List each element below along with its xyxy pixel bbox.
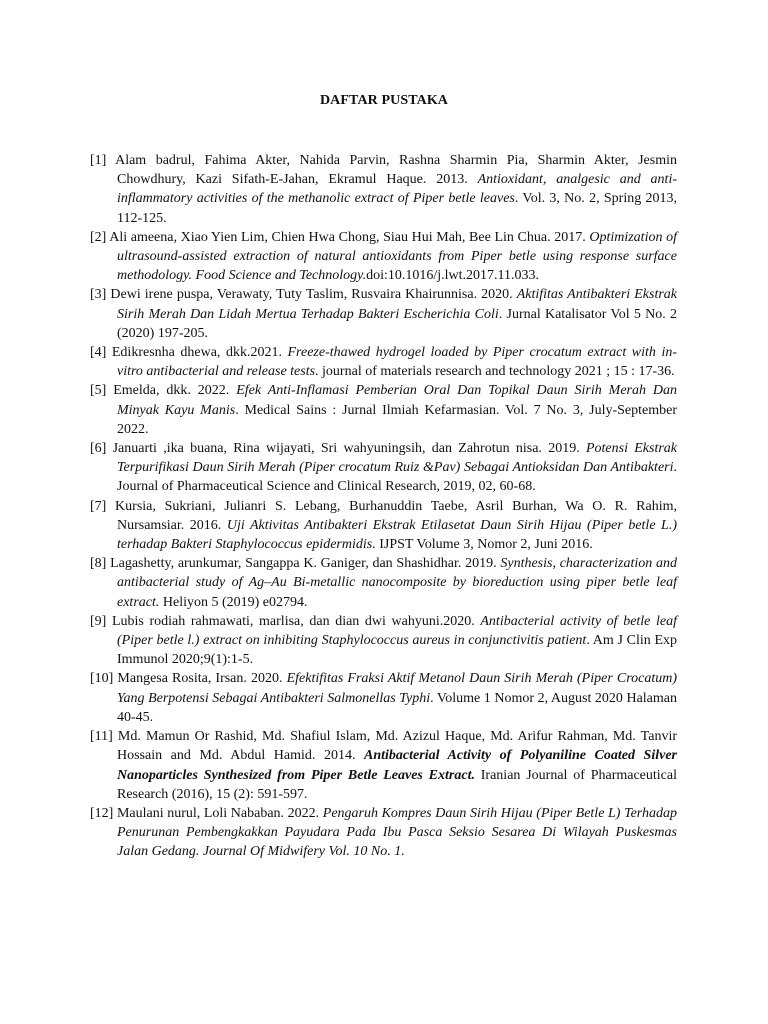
- reference-list: [90, 151, 677, 862]
- reference-source: . Journal of Pharmaceutical Science and Clinical Research, 2019, 02, 60-68.: [117, 460, 677, 495]
- reference-source: . Vol. 3, No. 2, Spring 2013, 112-125.: [117, 191, 678, 226]
- reference-title: Aktifitas Antibakteri Ekstrak Sirih Merah Dan Lidah Mertua Terhadap Bakteri Escherichia Coli: [117, 287, 677, 322]
- reference-title: Optimization of ultrasound-assisted extraction of natural antioxidants from Piper betle using response surface methodology. Food Science and Technology.: [117, 229, 677, 284]
- reference-item: [90, 497, 677, 555]
- reference-authors: Maulani nurul, Loli Nababan. 2022.: [116, 805, 323, 821]
- reference-number: [9]: [90, 613, 107, 629]
- reference-authors: Lubis rodiah rahmawati, marlisa, dan dian dwi wahyuni.2020.: [111, 613, 481, 629]
- reference-authors: Dewi irene puspa, Verawaty, Tuty Taslim, Rusvaira Khairunnisa. 2020.: [110, 287, 517, 303]
- reference-item: [90, 381, 677, 439]
- page-title: DAFTAR PUSTAKA: [319, 93, 449, 108]
- reference-item: [90, 612, 677, 670]
- reference-item: [90, 554, 677, 612]
- reference-title: Efektifitas Fraksi Aktif Metanol Daun Sirih Merah (Piper Crocatum) Yang Berpotensi Sebagai Antibakteri Salmonellas Typhi: [117, 671, 677, 706]
- reference-number: [1]: [90, 153, 107, 168]
- reference-number: [11]: [90, 729, 113, 745]
- reference-source: . Jurnal Katalisator Vol 5 No. 2 (2020) 197-205.: [117, 306, 678, 341]
- reference-item: [90, 151, 677, 228]
- reference-title: Efek Anti-Inflamasi Pemberian Oral Dan Topikal Daun Sirih Merah Dan Minyak Kayu Manis: [117, 383, 677, 418]
- reference-source: IJPST Volume 3, Nomor 2, Juni 2016.: [375, 537, 593, 553]
- reference-authors: Md. Mamun Or Rashid, Md. Shafiul Islam, Md. Azizul Haque, Md. Arifur Rahman, Md. Tanvir Hossain and Md. Abdul Hamid. 2014.: [117, 729, 677, 764]
- reference-item: [90, 285, 677, 343]
- reference-number: [12]: [90, 805, 114, 821]
- reference-title: Antibacterial activity of betle leaf (Piper betle l.) extract on inhibiting Staphylococcus aureus in conjunctivitis patient: [117, 613, 678, 649]
- reference-authors: Lagashetty, arunkumar, Sangappa K. Ganiger, dan Shashidhar. 2019.: [110, 556, 501, 572]
- reference-title: Freeze-thawed hydrogel loaded by Piper crocatum extract with in-vitro antibacterial and release tests: [117, 345, 677, 380]
- reference-source: doi:10.1016/j.lwt.2017.11.033.: [366, 268, 540, 284]
- reference-source: . journal of materials research and technology 2021 ; 15 : 17-36.: [315, 364, 675, 380]
- reference-title: Pengaruh Kompres Daun Sirih Hijau (Piper Betle L) Terhadap Penurunan Pembengkakkan Payudara Pada Ibu Pasca Seksio Sesarea Di Wilayah Puskesmas Jalan Gedang. Journal Of Midwifery Vol. 10 No. 1.: [117, 805, 677, 860]
- reference-item: [90, 727, 677, 804]
- reference-number: [6]: [90, 441, 107, 457]
- reference-source: . Medical Sains : Jurnal Ilmiah Kefarmasian. Vol. 7 No. 3, July-September 2022.: [117, 402, 678, 437]
- reference-item: [90, 439, 677, 497]
- reference-number: [10]: [90, 671, 114, 687]
- reference-authors: Ali ameena, Xiao Yien Lim, Chien Hwa Chong, Siau Hui Mah, Bee Lin Chua. 2017.: [109, 229, 590, 245]
- reference-number: [4]: [90, 345, 107, 361]
- reference-authors: Alam badrul, Fahima Akter, Nahida Parvin, Rashna Sharmin Pia, Sharmin Akter, Jesmin Chowdhury, Kazi Sifath-E-Jahan, Ekramul Haque. 2013.: [115, 153, 677, 188]
- reference-number: [2]: [90, 229, 107, 245]
- reference-title: Potensi Ekstrak Terpurifikasi Daun Sirih Merah (Piper crocatum Ruiz &Pav) Sebagai Antioksidan Dan Antibakteri: [117, 441, 678, 476]
- reference-title: Synthesis, characterization and antibacterial study of Ag–Au Bi-metallic nanocomposite by bioreduction using piper betle leaf extract.: [117, 556, 677, 610]
- reference-source: Iranian Journal of Pharmaceutical Research (2016), 15 (2): 591-597.: [117, 767, 677, 802]
- reference-authors: Emelda, dkk. 2022.: [113, 383, 237, 399]
- reference-number: [3]: [90, 287, 107, 303]
- reference-item: [90, 343, 677, 381]
- reference-item: [90, 228, 677, 286]
- reference-authors: Edikresnha dhewa, dkk.2021.: [111, 345, 288, 361]
- reference-number: [8]: [90, 556, 107, 572]
- reference-authors: Mangesa Rosita, Irsan. 2020.: [117, 671, 287, 687]
- reference-authors: Januarti ,ika buana, Rina wijayati, Sri wahyuningsih, dan Zahrotun nisa. 2019.: [112, 441, 586, 457]
- reference-authors: Kursia, Sukriani, Julianri S. Lebang, Burhanuddin Taebe, Asril Burhan, Wa O. R. Rahim, Nursamsiar. 2016.: [115, 498, 677, 533]
- reference-number: [5]: [90, 383, 107, 399]
- reference-source: . Volume 1 Nomor 2, August 2020 Halaman 40-45.: [117, 690, 677, 725]
- reference-item: [90, 669, 677, 727]
- reference-source: Heliyon 5 (2019) e02794.: [159, 594, 308, 610]
- reference-title: Antioxidant, analgesic and anti-inflammatory activities of the methanolic extract of Piper betle leaves: [117, 172, 677, 207]
- reference-title: Antibacterial Activity of Polyaniline Coated Silver Nanoparticles Synthesized from Piper Betle Leaves Extract.: [117, 748, 678, 783]
- reference-number: [7]: [90, 498, 107, 514]
- reference-source: . Am J Clin Exp Immunol 2020;9(1):1-5.: [117, 633, 677, 668]
- reference-item: [90, 804, 677, 862]
- reference-title: Uji Aktivitas Antibakteri Ekstrak Etilasetat Daun Sirih Hijau (Piper betle L.) terhadap Bakteri Staphylococcus epidermidis.: [117, 517, 678, 553]
